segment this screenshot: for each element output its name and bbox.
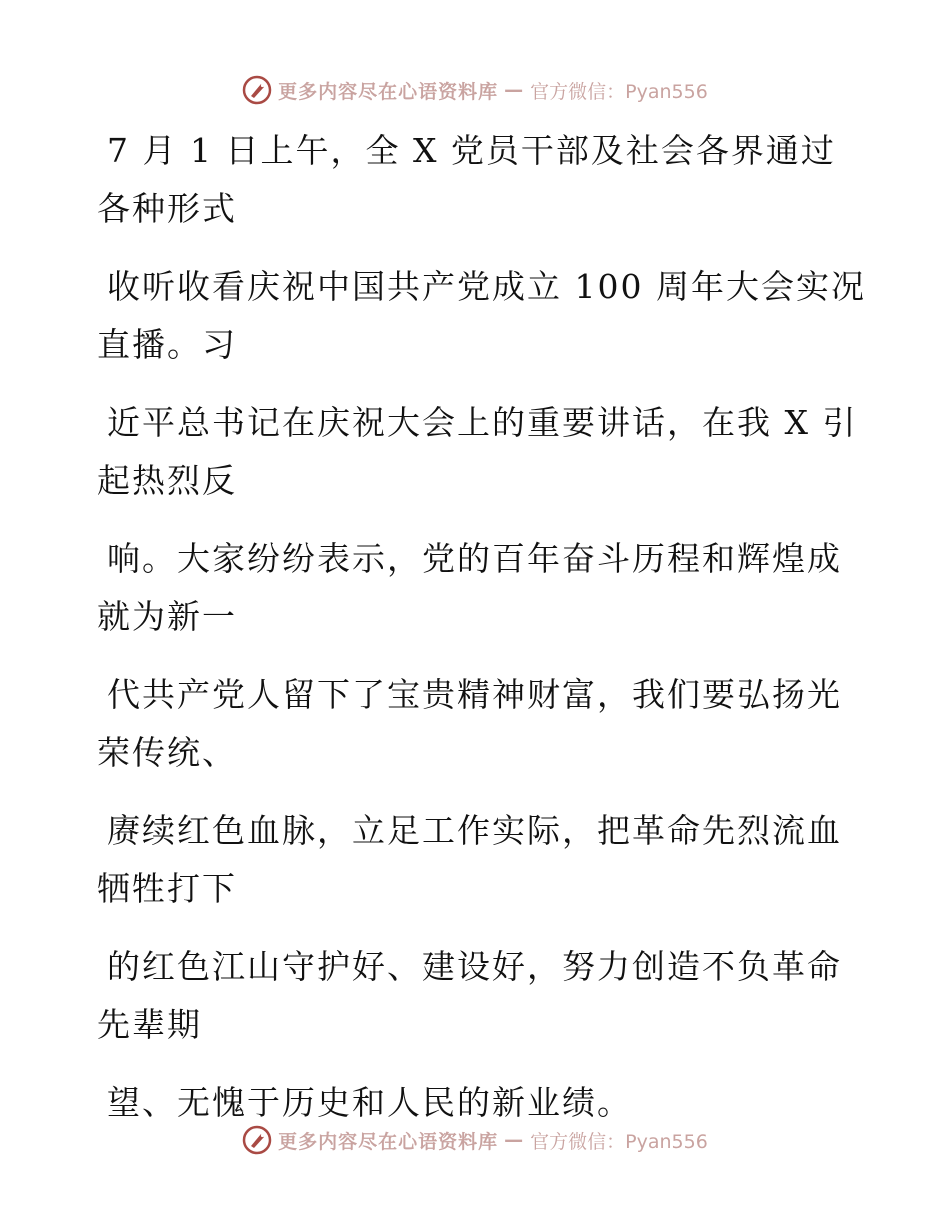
footer-watermark-banner	[0, 1120, 950, 1160]
paragraph-2-line-1: 收听收看庆祝中国共产党成立 100 周年大会实况	[107, 267, 866, 306]
paragraph-4-line-1: 响。大家纷纷表示，党的百年奋斗历程和辉煌成	[107, 539, 842, 578]
footer-wechat-text: 官方微信：Pyan556	[530, 1130, 708, 1153]
paragraph-2-line-2: 直播。习	[97, 325, 237, 364]
header-banner-separator: —	[504, 79, 525, 101]
paragraph-5-line-1: 代共产党人留下了宝贵精神财富，我们要弘扬光	[107, 675, 842, 714]
paragraph-3-line-2: 起热烈反	[97, 461, 237, 500]
paragraph-6-line-2: 牺牲打下	[97, 869, 237, 908]
paragraph-1-line-2: 各种形式	[97, 189, 237, 228]
pen-nib-logo-icon	[242, 1125, 272, 1155]
document-body	[97, 122, 867, 1132]
footer-banner-separator: —	[504, 1129, 525, 1151]
paragraph-3-line-1: 近平总书记在庆祝大会上的重要讲话，在我 X 引	[107, 403, 858, 442]
paragraph-4-line-2: 就为新一	[97, 597, 237, 636]
header-wechat-text: 官方微信：Pyan556	[530, 80, 708, 103]
footer-banner-text: 更多内容尽在心语资料库	[278, 1130, 499, 1153]
paragraph-1-line-1: 7 月 1 日上午，全 X 党员干部及社会各界通过	[107, 131, 836, 170]
header-banner-text: 更多内容尽在心语资料库	[278, 80, 499, 103]
paragraph-8-line-1: 望、无愧于历史和人民的新业绩。	[107, 1083, 632, 1122]
paragraph-6-line-1: 赓续红色血脉，立足工作实际，把革命先烈流血	[107, 811, 842, 850]
header-watermark-banner	[0, 70, 950, 110]
paragraph-5-line-2: 荣传统、	[97, 733, 237, 772]
paragraph-7-line-1: 的红色江山守护好、建设好，努力创造不负革命	[107, 947, 842, 986]
paragraph-7-line-2: 先辈期	[97, 1005, 202, 1044]
pen-nib-logo-icon	[242, 75, 272, 105]
